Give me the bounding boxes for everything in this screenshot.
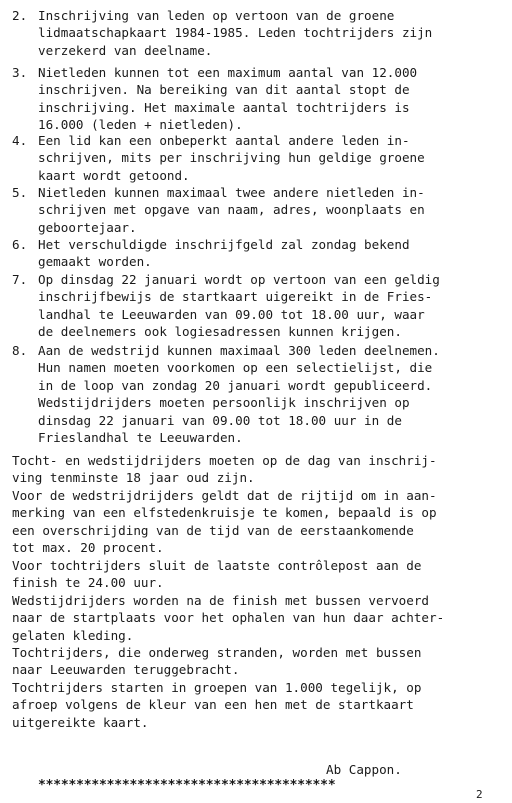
item-line: dinsdag 22 januari van 09.00 tot 18.00 uur in de (38, 412, 402, 428)
item-line: inschrijving. Het maximale aantal tochtrijders is (38, 99, 410, 115)
item-line: in de loop van zondag 20 januari wordt gepubliceerd. (38, 377, 433, 393)
paragraph-line: Wedstijdrijders worden na de finish met bussen vervoerd (12, 593, 430, 608)
item-number: 3. (12, 65, 28, 80)
paragraph (12, 679, 507, 731)
item-line: 16.000 (leden + nietleden). (38, 117, 243, 133)
paragraph-line: merking van een elfstedenkruisje te komen, bepaald is op (12, 505, 437, 521)
item-number: 8. (12, 343, 28, 358)
paragraph-line: Tochtrijders, die onderweg stranden, worden met bussen (12, 645, 422, 660)
item-line: geboortejaar. (38, 219, 137, 235)
paragraph (12, 592, 507, 644)
item-line: Aan de wedstrijd kunnen maximaal 300 leden deelnemen. (38, 343, 440, 358)
signature: Ab Cappon. (326, 762, 402, 777)
item-line: schrijven met opgave van naam, adres, woonplaats en (38, 202, 425, 218)
paragraph-line: een overschrijding van de tijd van de eerstaankomende (12, 522, 414, 538)
item-line: schrijven, mits per inschrijving hun geldige groene (38, 150, 425, 166)
item-number: 6. (12, 237, 28, 252)
item-line: Nietleden kunnen maximaal twee andere nietleden in- (38, 185, 425, 200)
paragraph-line: gelaten kleding. (12, 627, 134, 643)
item-line: landhal te Leeuwarden van 09.00 tot 18.00 uur, waar (38, 306, 425, 322)
item-number: 7. (12, 272, 28, 287)
paragraph (12, 644, 507, 679)
paragraph-line: tot max. 20 procent. (12, 540, 164, 556)
paragraph-line: Voor de wedstrijdrijders geldt dat de rijtijd om in aan- (12, 488, 437, 503)
item-line: Inschrijving van leden op vertoon van de groene (38, 8, 395, 23)
item-line: Een lid kan een onbeperkt aantal andere leden in- (38, 133, 410, 148)
item-line: Het verschuldigde inschrijfgeld zal zondag bekend (38, 237, 410, 252)
item-line: kaart wordt getoond. (38, 167, 190, 183)
paragraph-line: naar de startplaats voor het ophalen van hun daar achter- (12, 610, 445, 626)
paragraph-line: naar Leeuwarden teruggebracht. (12, 662, 240, 678)
item-line: inschrijfbewijs de startkaart uigereikt in de Fries- (38, 289, 433, 305)
item-line: de deelnemers ook logiesadressen kunnen krijgen. (38, 324, 402, 340)
paragraph-line: Voor tochtrijders sluit de laatste contrôlepost aan de (12, 558, 422, 573)
star-divider: *************************************** (38, 778, 336, 793)
item-number: 4. (12, 133, 28, 148)
item-line: Op dinsdag 22 januari wordt op vertoon van een geldig (38, 272, 440, 287)
page-number: 2 (476, 788, 483, 801)
item-number: 5. (12, 185, 28, 200)
paragraph-line: finish te 24.00 uur. (12, 575, 164, 591)
item-line: verzekerd van deelname. (38, 42, 213, 58)
item-line: inschrijven. Na bereiking van dit aantal stopt de (38, 82, 410, 98)
paragraph-line: Tocht- en wedstijdrijders moeten op de dag van inschrij- (12, 453, 437, 468)
item-line: Nietleden kunnen tot een maximum aantal van 12.000 (38, 65, 418, 80)
item-number: 2. (12, 8, 28, 23)
item-line: Hun namen moeten voorkomen op een selectielijst, die (38, 360, 433, 376)
item-line: lidmaatschapkaart 1984-1985. Leden tochtrijders zijn (38, 25, 433, 41)
paragraph (12, 487, 507, 557)
paragraph (12, 557, 507, 592)
item-line: Frieslandhal te Leeuwarden. (38, 429, 243, 445)
paragraph-line: uitgereikte kaart. (12, 714, 149, 730)
paragraph-line: ving tenminste 18 jaar oud zijn. (12, 470, 255, 486)
item-line: Wedstijdrijders moeten persoonlijk inschrijven op (38, 395, 410, 411)
paragraph-line: Tochtrijders starten in groepen van 1.000 tegelijk, op (12, 680, 422, 695)
paragraph (12, 452, 507, 487)
paragraph-line: afroep volgens de kleur van een hen met de startkaart (12, 697, 414, 713)
item-line: gemaakt worden. (38, 254, 152, 270)
